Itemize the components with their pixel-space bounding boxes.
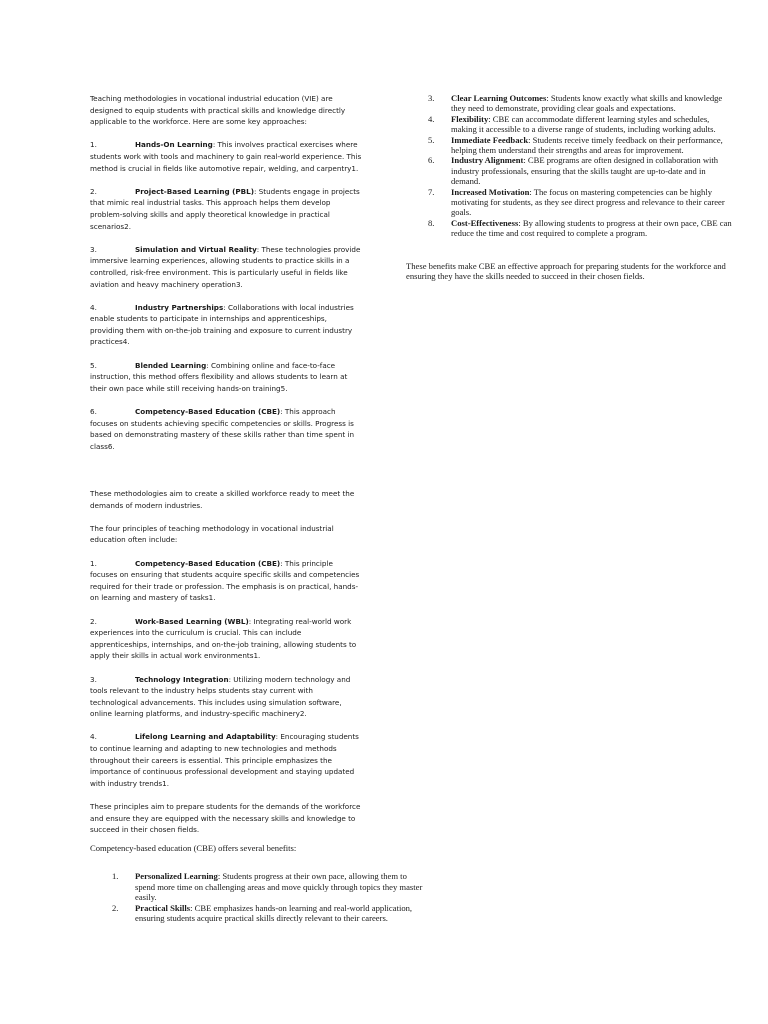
methods-list: [90, 139, 362, 452]
benefit-item-5: 5. Immediate Feedback: Students receive timely feedback on their performance, helping them understand their strengths and areas for improvement.: [428, 134, 723, 156]
principle-item-1: 1. Competency-Based Education (CBE): This principle focuses on ensuring that students acquire specific skills and competencies required for their trade or profession. The emphasis is on practical, hands-on learning and mastery of tasks1.: [90, 558, 360, 603]
benefit-title: Flexibility: [451, 113, 489, 124]
principle-title: Competency-Based Education (CBE): [135, 558, 281, 568]
principle-item-3: 3. Technology Integration: Utilizing modern technology and tools relevant to the industry helps students stay current with technological advancements. This includes using simulation software, online learning platforms, and industry-specific machinery2.: [90, 674, 351, 719]
benefit-title: Practical Skills: [135, 902, 191, 913]
benefit-item-4: 4. Flexibility: CBE can accommodate different learning styles and schedules, making it accessible to a diverse range of students, including working adults.: [428, 113, 716, 135]
method-title: Project-Based Learning (PBL): [135, 186, 254, 196]
principle-title: Technology Integration: [135, 674, 229, 684]
benefit-item-1: 1. Personalized Learning: Students progress at their own pace, allowing them to spend more time on challenging areas and move quickly through topics they master easily.: [112, 871, 423, 903]
method-title: Hands-On Learning: [135, 140, 213, 150]
method-item-5: 5. Blended Learning: Combining online and face-to-face instruction, this method offers flexibility and allows students to learn at their own pace while still receiving hands-on training5.: [90, 360, 348, 393]
benefit-title: Industry Alignment: [451, 155, 524, 166]
principles-list: [90, 558, 362, 790]
method-title: Industry Partnerships: [135, 302, 224, 312]
intro-paragraph: Teaching methodologies in vocational industrial education (VIE) are designed to equip students with practical skills and knowledge directly applicable to the workforce. Here are some key approaches:: [90, 94, 346, 127]
method-item-2: 2. Project-Based Learning (PBL): Students engage in projects that mimic real industrial tasks. This approach helps them develop problem-solving skills and apply theoretical knowledge in practical scenarios2.: [90, 186, 360, 231]
benefit-item-2: 2. Practical Skills: CBE emphasizes hands-on learning and real-world application, ensuring students acquire practical skills directly relevant to their careers.: [112, 902, 413, 924]
principles-intro: The four principles of teaching methodology in vocational industrial education often include:: [90, 523, 334, 545]
benefit-title: Increased Motivation: [451, 186, 530, 197]
benefit-title: Clear Learning Outcomes: [451, 93, 547, 103]
benefit-item-3: 3. Clear Learning Outcomes: Students know exactly what skills and knowledge they need to demonstrate, providing clear goals and expectations.: [428, 93, 723, 114]
cbe-benefits-list-part2: [406, 93, 736, 239]
principle-title: Lifelong Learning and Adaptability: [135, 732, 276, 742]
principle-item-2: 2. Work-Based Learning (WBL): Integrating real-world work experiences into the curriculum is crucial. This can include apprenticeships, internships, and on-the-job training, allowing students to apply their skills in actual work environments1.: [90, 616, 357, 661]
cbe-benefits-list-part1: [90, 871, 425, 923]
method-title: Simulation and Virtual Reality: [135, 244, 257, 254]
principle-item-4: 4. Lifelong Learning and Adaptability: Encouraging students to continue learning and adapting to new technologies and methods throughout their careers is essential. This principle emphasizes the importance of continuous professional development and staying updated with industry trends1.: [90, 732, 359, 788]
benefit-title: Cost-Effectiveness: [451, 217, 519, 228]
methods-summary: These methodologies aim to create a skilled workforce ready to meet the demands of modern industries.: [90, 489, 355, 510]
method-item-1: 1. Hands-On Learning: This involves practical exercises where students work with tools and machinery to gain real-world experience. This method is crucial in fields like automotive repair, welding, and carpentry1.: [90, 140, 362, 173]
method-title: Blended Learning: [135, 360, 207, 370]
principles-summary: These principles aim to prepare students for the demands of the workforce and ensure they are equipped with the necessary skills and knowledge to succeed in their chosen fields.: [90, 802, 361, 835]
method-item-3: 3. Simulation and Virtual Reality: These technologies provide immersive learning experiences, allowing students to practice skills in a controlled, risk-free environment. This is particularly useful in fields like aviation and heavy machinery operation3.: [90, 244, 361, 289]
cbe-benefits-section: [90, 843, 425, 923]
benefit-item-6: 6. Industry Alignment: CBE programs are often designed in collaboration with industry professionals, ensuring that the skills taught are up-to-date and in demand.: [428, 155, 719, 187]
method-item-6: 6. Competency-Based Education (CBE): This approach focuses on students achieving specific competencies or skills. Progress is based on demonstrating mastery of these skills rather than time spent in class6.: [90, 407, 355, 451]
left-column: [90, 93, 362, 847]
benefit-item-7: 7. Increased Motivation: The focus on mastering competencies can be highly motivating for students, as they see direct progress and relevance to their career goals.: [428, 186, 725, 218]
cbe-benefits-summary: These benefits make CBE an effective approach for preparing students for the workforce and ensuring they have the skills needed to succeed in their chosen fields.: [406, 260, 726, 282]
benefit-title: Immediate Feedback: [451, 134, 529, 145]
benefit-title: Personalized Learning: [135, 871, 218, 882]
cbe-benefits-intro: Competency-based education (CBE) offers several benefits:: [90, 843, 297, 853]
principle-title: Work-Based Learning (WBL): [135, 616, 249, 626]
benefit-item-8: 8. Cost-Effectiveness: By allowing students to progress at their own pace, CBE can reduce the time and cost required to complete a program.: [428, 217, 732, 239]
method-item-4: 4. Industry Partnerships: Collaborations with local industries enable students to participate in internships and apprenticeships, providing them with on-the-job training and exposure to current industry practices4.: [90, 302, 354, 347]
method-title: Competency-Based Education (CBE): [135, 407, 281, 417]
right-column: [406, 93, 736, 282]
